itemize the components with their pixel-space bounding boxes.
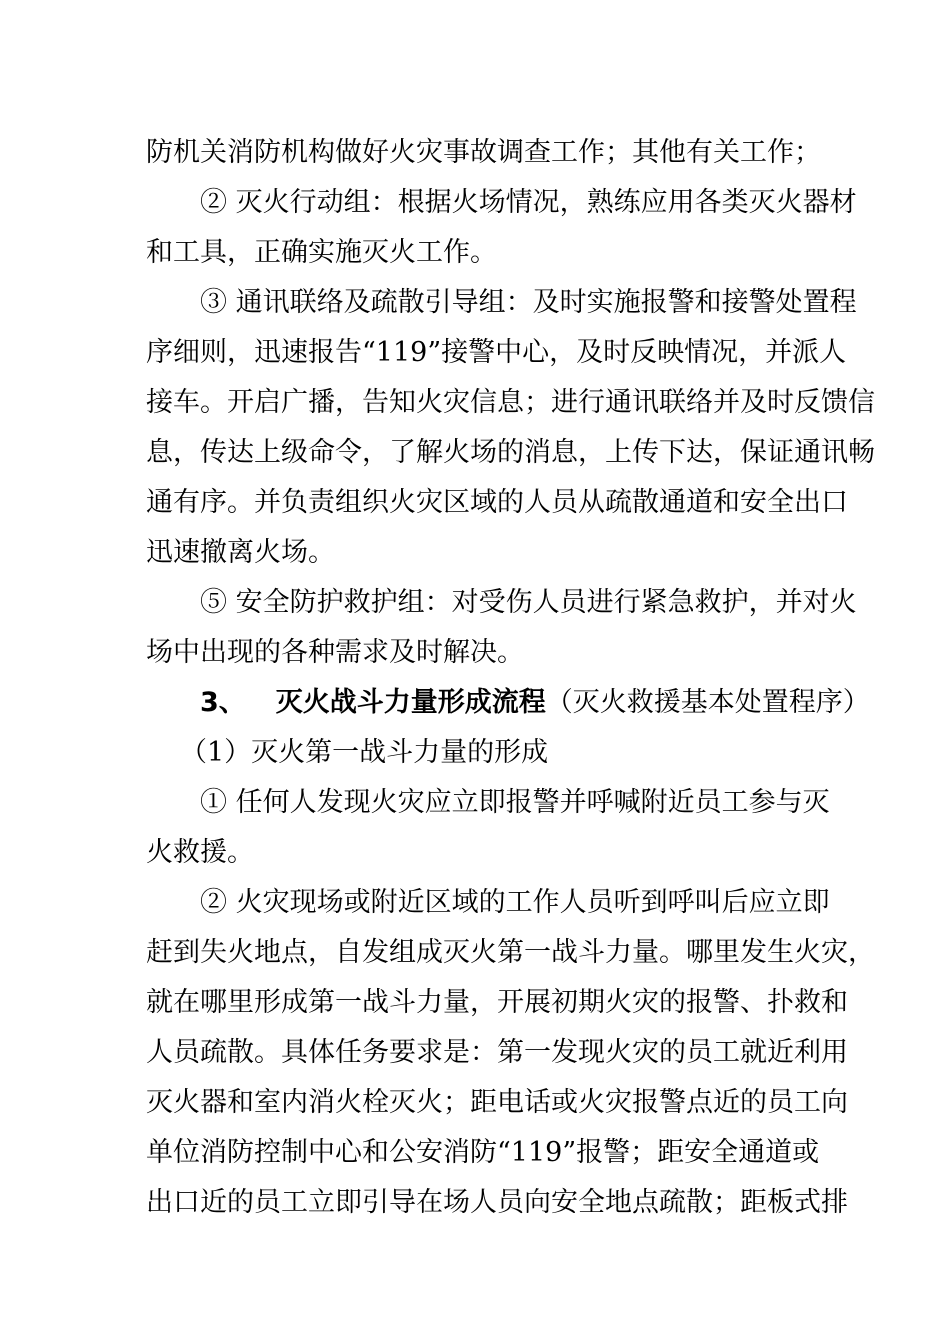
- text-line: ② 火灾现场或附近区域的工作人员听到呼叫后应立即: [200, 887, 830, 918]
- text-line: ② 灭火行动组：根据火场情况，熟练应用各类灭火器材: [200, 187, 857, 218]
- text-line: 息，传达上级命令，了解火场的消息，上传下达，保证通讯畅: [146, 437, 875, 468]
- text-line: 通有序。并负责组织火灾区域的人员从疏散通道和安全出口: [146, 487, 848, 518]
- text-line: 和工具，正确实施灭火工作。: [146, 237, 497, 268]
- section-heading: [146, 678, 870, 728]
- body-text: [146, 128, 875, 1228]
- text-line: 接车。开启广播，告知火灾信息；进行通讯联络并及时反馈信: [146, 387, 875, 418]
- text-line: 序细则，迅速报告“119”接警中心，及时反映情况，并派人: [146, 337, 847, 368]
- text-line: 防机关消防机构做好火灾事故调查工作；其他有关工作；: [146, 137, 821, 168]
- section-note: （灭火救援基本处置程序）: [545, 687, 870, 718]
- text-line: ③ 通讯联络及疏散引导组：及时实施报警和接警处置程: [200, 287, 857, 318]
- text-line: 出口近的员工立即引导在场人员向安全地点疏散；距板式排: [146, 1187, 848, 1218]
- text-line: ⑤ 安全防护救护组：对受伤人员进行紧急救护，并对火: [200, 587, 857, 618]
- subsection-heading: （1）灭火第一战斗力量的形成: [180, 737, 549, 768]
- text-line: 单位消防控制中心和公安消防“119”报警；距安全通道或: [146, 1137, 820, 1168]
- text-line: 人员疏散。具体任务要求是：第一发现火灾的员工就近利用: [146, 1037, 848, 1068]
- text-line: ① 任何人发现火灾应立即报警并呼喊附近员工参与灭: [200, 787, 830, 818]
- section-title: 灭火战斗力量形成流程: [275, 687, 546, 718]
- text-line: 就在哪里形成第一战斗力量，开展初期火灾的报警、扑救和: [146, 987, 848, 1018]
- text-line: 场中出现的各种需求及时解决。: [146, 637, 524, 668]
- text-line: 火救援。: [146, 837, 254, 868]
- text-line: 赶到失火地点，自发组成灭火第一战斗力量。哪里发生火灾，: [146, 937, 875, 968]
- text-line: 灭火器和室内消火栓灭火；距电话或火灾报警点近的员工向: [146, 1087, 848, 1118]
- text-line: 迅速撤离火场。: [146, 537, 335, 568]
- section-number: 3、: [200, 687, 246, 718]
